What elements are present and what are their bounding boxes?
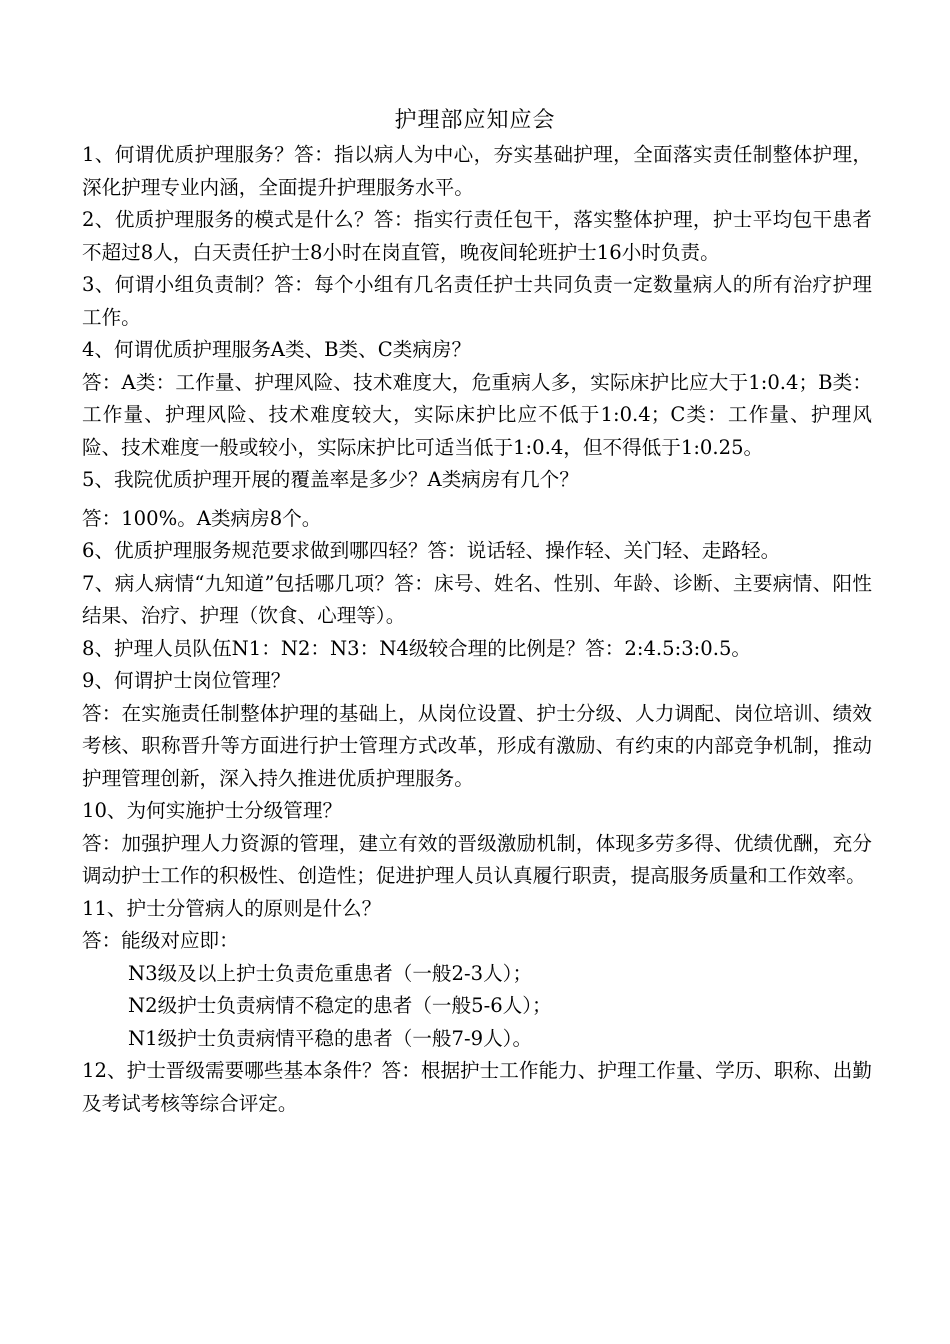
paragraph: 10、为何实施护士分级管理？ <box>82 799 343 822</box>
paragraph: 12、护士晋级需要哪些基本条件？答：根据护士工作能力、护理工作量、学历、职称、出勤及考试考核等综合评定。 <box>82 1059 872 1115</box>
paragraph: 1、何谓优质护理服务？答：指以病人为中心，夯实基础护理，全面落实责任制整体护理，深化护理专业内涵，全面提升护理服务水平。 <box>82 143 872 199</box>
paragraph: 答：能级对应即： <box>82 929 239 952</box>
paragraph: 答：加强护理人力资源的管理，建立有效的晋级激励机制，体现多劳多得、优绩优酬，充分调动护士工作的积极性、创造性；促进护理人员认真履行职责，提高服务质量和工作效率。 <box>82 831 872 887</box>
paragraph: 6、优质护理服务规范要求做到哪四轻？答：说话轻、操作轻、关门轻、走路轻。 <box>82 539 781 562</box>
paragraph: 3、何谓小组负责制？答：每个小组有几名责任护士共同负责一定数量病人的所有治疗护理工作。 <box>82 273 872 329</box>
paragraph: 8、护理人员队伍N1：N2：N3：N4级较合理的比例是？答：2:4.5:3:0.5。 <box>82 636 752 660</box>
paragraph: 4、何谓优质护理服务A类、B类、C类病房？ <box>82 338 472 361</box>
paragraph: 答：A类：工作量、护理风险、技术难度大，危重病人多，实际床护比应大于1:0.4；B类：工作量、护理风险、技术难度较大，实际床护比应不低于1:0.4；C类：工作量、护理风险、技术难度一般或较小，实际床护比可适当低于1:0.4，但不得低于1:0.25。 <box>82 370 872 459</box>
paragraph: 答：在实施责任制整体护理的基础上，从岗位设置、护士分级、人力调配、岗位培训、绩效考核、职称晋升等方面进行护士管理方式改革，形成有激励、有约束的内部竞争机制，推动护理管理创新，深入持久推进优质护理服务。 <box>82 701 872 790</box>
answer-sub-item: N3级及以上护士负责危重患者（一般2-3人）； <box>128 961 533 985</box>
paragraph: 答：100%。A类病房8个。 <box>82 506 322 530</box>
paragraph: 11、护士分管病人的原则是什么？ <box>82 896 382 920</box>
page-title: 护理部应知应会 <box>394 108 556 133</box>
paragraph: 2、优质护理服务的模式是什么？答：指实行责任包干，落实整体护理，护士平均包干患者不超过8人，白天责任护士8小时在岗直管，晚夜间轮班护士16小时负责。 <box>82 208 872 264</box>
paragraph: 9、何谓护士岗位管理？ <box>82 669 291 692</box>
paragraph: 7、病人病情“九知道”包括哪几项？答：床号、姓名、性别、年龄、诊断、主要病情、阳性结果、治疗、护理（饮食、心理等）。 <box>82 571 872 627</box>
answer-sub-item: N1级护士负责病情平稳的患者（一般7-9人）。 <box>128 1026 533 1050</box>
document-body <box>82 139 872 1120</box>
answer-sub-item: N2级护士负责病情不稳定的患者（一般5-6人）； <box>128 994 552 1017</box>
paragraph: 5、我院优质护理开展的覆盖率是多少？A类病房有几个？ <box>82 468 579 491</box>
